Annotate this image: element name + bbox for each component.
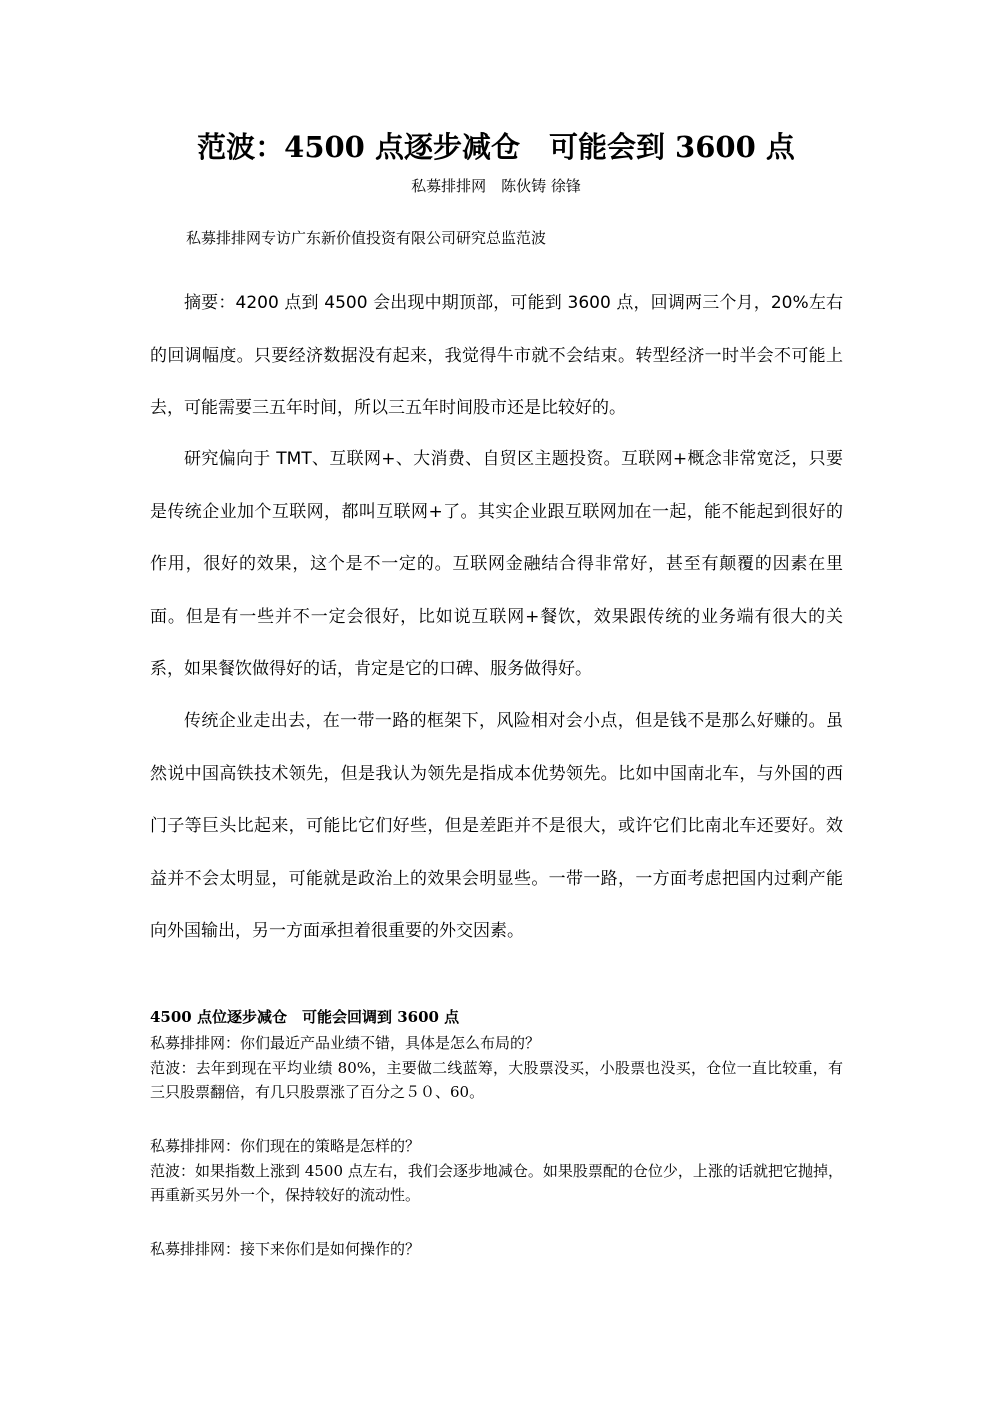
abstract-paragraph: 摘要：4200 点到 4500 会出现中期顶部，可能到 3600 点，回调两三个月，20%左右的回调幅度。只要经济数据没有起来，我觉得牛市就不会结束。转型经济一时半会不可能上去，可能需要三五年时间，所以三五年时间股市还是比较好的。 [150,293,843,418]
section-heading: 4500 点位逐步减仓 可能会回调到 3600 点 [150,1008,460,1026]
article-title: 范波：4500 点逐步减仓 可能会到 3600 点 [197,130,795,164]
interview-question: 私募排排网：你们现在的策略是怎样的？ [150,1137,421,1155]
interview-question: 私募排排网：接下来你们是如何操作的？ [150,1240,421,1258]
research-paragraph: 研究偏向于 TMT、互联网+、大消费、自贸区主题投资。互联网+概念非常宽泛，只要是传统企业加个互联网，都叫互联网+了。其实企业跟互联网加在一起，能不能起到很好的作用，很好的效果，这个是不一定的。互联网金融结合得非常好，甚至有颠覆的因素在里面。但是有一些并不一定会很好，比如说互联网+餐饮，效果跟传统的业务端有很大的关系，如果餐饮做得好的话，肯定是它的口碑、服务做得好。 [150,449,843,679]
enterprise-paragraph: 传统企业走出去，在一带一路的框架下，风险相对会小点，但是钱不是那么好赚的。虽然说中国高铁技术领先，但是我认为领先是指成本优势领先。比如中国南北车，与外国的西门子等巨头比起来，可能比它们好些，但是差距并不是很大，或许它们比南北车还要好。效益并不会太明显，可能就是政治上的效果会明显些。一带一路，一方面考虑把国内过剩产能向外国输出，另一方面承担着很重要的外交因素。 [150,711,843,941]
article-intro: 私募排排网专访广东新价值投资有限公司研究总监范波 [186,229,547,247]
article-byline: 私募排排网 陈伙铸 徐锋 [411,177,581,195]
interview-answer: 范波：去年到现在平均业绩 80%，主要做二线蓝筹，大股票没买，小股票也没买，仓位一直比较重，有三只股票翻倍，有几只股票涨了百分之５０、60。 [150,1059,843,1101]
interview-question: 私募排排网：你们最近产品业绩不错，具体是怎么布局的？ [150,1034,541,1052]
interview-answer: 范波：如果指数上涨到 4500 点左右，我们会逐步地减仓。如果股票配的仓位少，上涨的话就把它抛掉，再重新买另外一个，保持较好的流动性。 [150,1162,843,1204]
